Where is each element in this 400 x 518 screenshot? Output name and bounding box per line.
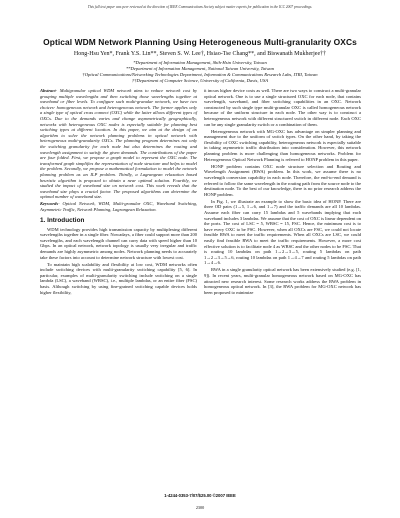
- intro-paragraph: To maintain high scalability and flexibility at low cost, WDM networks often include switching devices with multi-granularity switching capability [5, 6]. In particular, examples of multi-granularity switching include switching on a single lambda (LSC), a waveband (WBSC), i.e., multiple lambdas, or an entire fiber (FSC) basis. Although switching by using fine-grained switching capable devices holds higher flexibility,: [40, 261, 197, 295]
- intro-paragraph: WDM technology provides high transmission capacity by multiplexing different wavelengths together in a single fiber. Nowadays, a fiber could support more than 200 wavelengths, and each wavelength channel can carry data with speed higher than 10 Gbps. In an optical network, network topology is usually very irregular and traffic demands are highly asymmetric among nodes. Network planning needs to accurately take these factors into account to determine network structure with lowest cost.: [40, 226, 197, 260]
- keywords-text: Optical Network, WDM, Multi-granular OXC, Waveband Switching, Asymmetric Traffic, Network Planning, Lagrangean Relaxation.: [40, 201, 198, 212]
- author-list: Hong-Hsu Yen*, Frank Y.S. Lin**, Steven S. W. Lee†, Hsiao-Tse Chang**, and Biswanath Mukherjee††: [73, 51, 327, 57]
- affiliation-4: ††Department of Computer Science, University of California, Davis, USA: [131, 78, 269, 83]
- abstract-label: Abstract-: [40, 88, 58, 93]
- body-paragraph: RWA in a single granularity optical network has been extensively studied (e.g. [1, 9]). In recent years, multi-granular homogeneous network based on MG-OXC has attracted new research interest. Some research works address the RWA problem in homogeneous optical network. In [3], the RWA problem for MG-OXC network has been proposed to minimize: [204, 267, 361, 295]
- body-paragraph: it incurs higher device costs as well. There are two ways to construct a multi-granular optical network. One is to use a single structured OXC for each node, that contains wavelength, waveband, and fiber switching capabilities in an OXC. Network constructed by such single type multi-granular OXC is called homogeneous network because of the uniform structure in each node. The other way is to construct a heterogeneous network with different structured switch in different node. Each OXC can be any single granularity switch or a combination of them.: [204, 88, 361, 127]
- review-notice: This full text paper was peer reviewed at the direction of IEEE Communications Society subject matter experts for publication in the ICC 2007 proceedings.: [87, 5, 313, 9]
- body-paragraph: In Fig. 1, we illustrate an example to show the basic idea of HONP. There are three OD pairs (1→5, 1→6, and 1→7) and the traffic demands are all 10 lambdas. Assume each fiber can carry 15 lambdas and 5 wavebands implying that each waveband includes 3 lambdas. We assume that the cost of OXC is linear dependent on the ports. The cost of LSC = 5, WBSC = 15, FSC. Hence, the minimum cost is to have every OXC to be FSC. However, when all OXCs are FSC, we could not locate feasible RWA to meet the traffic requirements. When all OXCs are LSC, we could easily find feasible RWA to meet the traffic requirements. However, a more cost effective solution is to facilitate node 4 as WBSC and the other nodes to be FSC. That is routing 10 lambdas on path 1→2→3→5, routing 5 lambdas on path 1→2→3→5→6, routing 10 lambdas on path 1→4→7 and routing 5 lambdas on path 1→4→6.: [204, 198, 362, 266]
- introduction-heading: 1. Introduction: [40, 216, 85, 224]
- abstract: [40, 88, 197, 200]
- affiliation-2: **Department of Information Management, National Taiwan University, Taiwan: [125, 66, 275, 71]
- page-number: 2300: [195, 505, 205, 510]
- abstract-text: Multigranular optical WDM network aims to reduce network cost by grouping multiple wavelengths and then switching those wavelengths together at waveband or fiber levels. To configure such multi-granular network, we have two choices- homogeneous network and heterogeneous network. The former applies only a single type of optical cross connect (OXC) while the latter allows different types of OXCs. Due to the demands varies and change asymmetrically geographically, networks with heterogeneous OXC nodes is especially suitable for planning best switching types at different location. In this paper, we aim at the design of an algorithm to solve the network planning problems in optical network with heterogeneous multi-granularity OXCs. The planning program determines not only the switching granularity for each node but also determines the routing and wavelength assignment to satisfy the given demands. The contributions of the paper are four folded. First, we propose a graph model to represent the OXC node. The transformed graph simplifies the representation of node structure and helps to model the problem. Secondly, we propose a mathematical formulation to model the network planning problem as an ILP problem. Thirdly, a Lagrangean relaxation based heuristic algorithm is proposed to obtain a near optimal solution. Fourthly, we studied the impact of waveband size on network cost. This work reveals that the waveband size plays a crucial factor. The proposed algorithms can determine the optimal number of waveband size.: [40, 88, 198, 200]
- affiliation-1: *Department of Information Management, Shih-Hsin University, Taiwan: [133, 60, 267, 65]
- keywords: [40, 201, 197, 212]
- isbn-copyright: 1-4244-0353-7/07/$25.00 ©2007 IEEE: [164, 493, 236, 498]
- body-paragraph: Heterogeneous network with MG-OXC has advantage on simpler planning and management due to the uniform of switch types. On the other hand, by taking the flexibility of OXC switching capability, heterogeneous network is especially suitable in taking asymmetric traffic distribution into consideration. However, this network planning problem is more challenging than homogeneous networks. Problem for Heterogeneous Optical Network Planning is referred to HONP problem in this paper.: [204, 128, 361, 162]
- affiliation-3: †Optical Communications/Networking Technologies Department, Information & Communications Research Labs, ITRI, Taiwan: [82, 72, 318, 77]
- left-column: [40, 88, 197, 297]
- right-column: [204, 88, 361, 297]
- keywords-label: Keywords-: [40, 201, 60, 207]
- body-paragraph: HONP problem contains OXC node structure selection and Routing and Wavelength Assignment (RWA) problem. In this work, we assume there is no wavelength conversion capability in each node. Therefore, the end-to-end demand is referred to follow the same wavelength in the routing path from the source node to the destination node. To the best of our knowledge, there is no prior research address the HONP problem.: [204, 163, 361, 197]
- paper-title: Optical WDM Network Planning Using Heterogeneous Multi-granularity OXCs: [43, 37, 357, 47]
